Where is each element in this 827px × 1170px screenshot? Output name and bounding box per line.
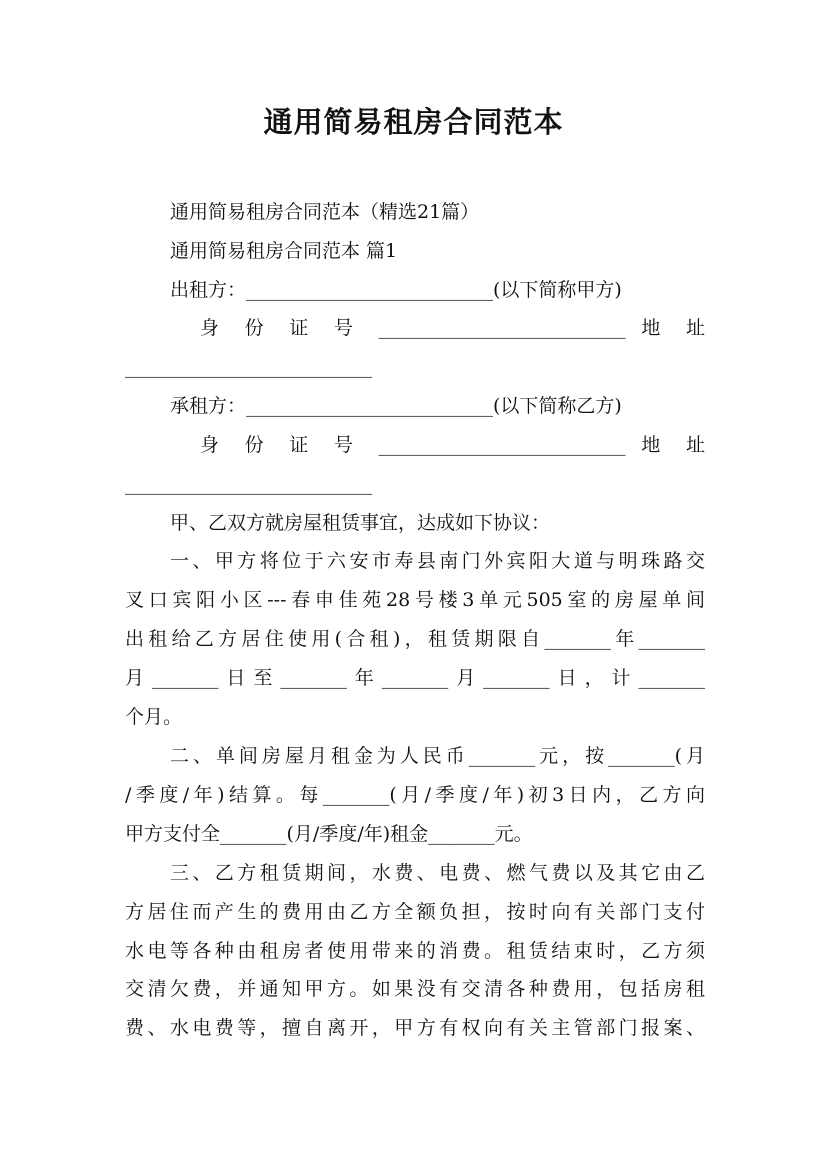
paragraph-line: 出租给乙方居住使用(合租)，租赁期限自_______年_______: [125, 628, 705, 650]
document-title: 通用简易租房合同范本: [263, 105, 564, 139]
paragraph-line: 甲、乙双方就房屋租赁事宜，达成如下协议：: [170, 512, 551, 534]
paragraph-line: 三、乙方租赁期间，水费、电费、燃气费以及其它由乙: [170, 862, 705, 884]
lessor-line: 出租方：__________________________(以下简称甲方): [170, 279, 622, 301]
paragraph-line: 交清欠费，并通知甲方。如果没有交清各种费用，包括房租: [125, 978, 705, 1000]
paragraph-line: 月_______日至_______年_______月_______日，计_______: [125, 667, 705, 689]
paragraph-line: 叉口宾阳小区---春申佳苑28号楼3单元505室的房屋单间: [125, 589, 705, 611]
paragraph-line: 甲方支付全_______(月/季度/年)租金_______元。: [125, 823, 533, 845]
paragraph-line: 二、单间房屋月租金为人民币_______元，按_______(月: [170, 745, 705, 767]
lessee-address-blank: __________________________: [125, 473, 372, 495]
paragraph-line: 水电等各种由租房者使用带来的消费。租赁结束时，乙方须: [125, 940, 705, 962]
paragraph-line: 一、甲方将位于六安市寿县南门外宾阳大道与明珠路交: [170, 550, 705, 572]
paragraph-line: 费、水电费等，擅自离开，甲方有权向有关主管部门报案、: [125, 1017, 705, 1039]
section-heading: 通用简易租房合同范本 篇1: [170, 240, 398, 262]
lessee-id-line: 身 份 证 号 __________________________ 地 址: [200, 434, 705, 456]
paragraph-line: 个月。: [125, 706, 183, 728]
lessee-line: 承租方：__________________________(以下简称乙方): [170, 395, 622, 417]
subtitle-line: 通用简易租房合同范本（精选21篇）: [170, 201, 480, 223]
lessor-address-blank: __________________________: [125, 356, 372, 378]
paragraph-line: 方居住而产生的费用由乙方全额负担，按时向有关部门支付: [125, 901, 705, 923]
lessor-id-line: 身 份 证 号 __________________________ 地 址: [200, 317, 705, 339]
paragraph-line: /季度/年)结算。每_______(月/季度/年)初3日内，乙方向: [125, 784, 705, 806]
